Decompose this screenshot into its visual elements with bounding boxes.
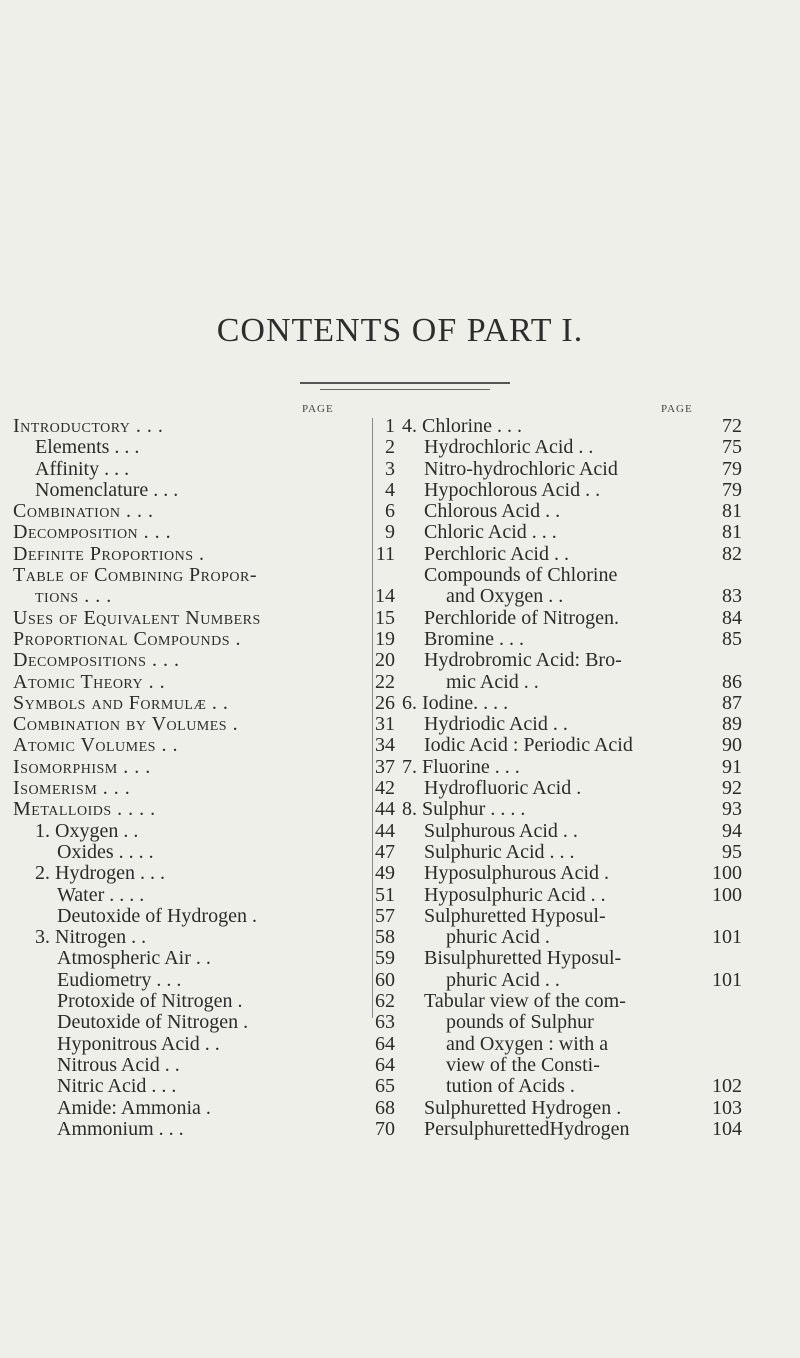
- toc-entry: [13, 885, 395, 906]
- toc-entry: [13, 586, 395, 607]
- toc-entry-page: 84: [722, 606, 742, 629]
- toc-entry-page: 72: [722, 415, 742, 437]
- toc-entry: [402, 544, 742, 565]
- toc-entry-page: 62: [375, 990, 395, 1013]
- toc-entry-page: 3: [385, 457, 395, 480]
- toc-entry-page: 1: [385, 415, 395, 437]
- toc-entry-title: Combination . . .: [13, 501, 154, 523]
- toc-entry: [402, 565, 742, 586]
- toc-entry-title: Deutoxide of Nitrogen .: [57, 1012, 249, 1034]
- toc-entry-page: 90: [722, 734, 742, 757]
- toc-entry-title: Decomposition . . .: [13, 522, 172, 544]
- toc-entry-page: 44: [375, 819, 395, 842]
- left-contents-column: [13, 416, 395, 1140]
- toc-entry-title: Hyponitrous Acid . .: [57, 1033, 220, 1055]
- right-contents-column: [402, 416, 742, 1140]
- toc-entry-page: 47: [375, 840, 395, 863]
- toc-entry: [402, 821, 742, 842]
- toc-entry-title: phuric Acid . .: [446, 969, 560, 991]
- toc-entry-title: Uses of Equivalent Numbers: [13, 607, 261, 629]
- toc-entry-page: 6: [385, 500, 395, 523]
- toc-entry-title: Amide: Ammonia .: [57, 1097, 211, 1119]
- toc-entry-page: 26: [375, 691, 395, 714]
- toc-entry-title: Nomenclature . . .: [35, 479, 179, 501]
- toc-entry-title: Bisulphuretted Hyposul-: [424, 948, 622, 970]
- toc-entry-title: Bromine . . .: [424, 628, 524, 650]
- toc-entry-title: Oxides . . . .: [57, 841, 154, 863]
- toc-entry-title: Combination by Volumes .: [13, 714, 239, 736]
- toc-entry: [13, 437, 395, 458]
- toc-entry-page: 85: [722, 627, 742, 650]
- toc-entry: [13, 1055, 395, 1076]
- toc-entry-title: Metalloids . . . .: [13, 799, 156, 821]
- toc-entry-title: and Oxygen . .: [446, 586, 564, 608]
- toc-entry-title: Tabular view of the com-: [424, 991, 626, 1013]
- toc-entry: [13, 1012, 395, 1033]
- toc-entry-page: 63: [375, 1011, 395, 1034]
- toc-entry: [402, 906, 742, 927]
- toc-entry: [402, 693, 742, 714]
- toc-entry-page: 42: [375, 777, 395, 800]
- toc-entry-page: 9: [385, 521, 395, 544]
- toc-entry: [13, 714, 395, 735]
- toc-entry-page: 37: [375, 755, 395, 778]
- toc-entry: [402, 416, 742, 437]
- toc-entry-page: 44: [375, 798, 395, 821]
- toc-entry-page: 65: [375, 1075, 395, 1098]
- toc-entry-page: 101: [712, 926, 742, 949]
- toc-entry-page: 101: [712, 968, 742, 991]
- toc-entry: [13, 863, 395, 884]
- toc-entry: [402, 480, 742, 501]
- toc-entry: [13, 1119, 395, 1140]
- toc-entry-page: 22: [375, 670, 395, 693]
- toc-entry-page: 64: [375, 1053, 395, 1076]
- toc-entry-title: Ammonium . . .: [57, 1118, 184, 1140]
- toc-entry: [402, 1076, 742, 1097]
- toc-entry: [13, 565, 395, 586]
- title-rule-thin: [320, 389, 490, 390]
- toc-entry: [402, 1119, 742, 1140]
- toc-entry: [13, 693, 395, 714]
- toc-entry: [402, 1012, 742, 1033]
- toc-entry-title: Hydriodic Acid . .: [424, 714, 568, 736]
- toc-entry: [13, 522, 395, 543]
- title-rule-thick: [300, 382, 510, 384]
- toc-entry: [13, 778, 395, 799]
- toc-entry-page: 92: [722, 777, 742, 800]
- toc-entry-page: 31: [375, 713, 395, 736]
- toc-entry-title: Chloric Acid . . .: [424, 522, 557, 544]
- toc-entry-title: 6. Iodine. . . .: [402, 692, 509, 714]
- toc-entry: [402, 1034, 742, 1055]
- toc-entry-title: tution of Acids .: [446, 1076, 575, 1098]
- toc-entry: [402, 714, 742, 735]
- toc-entry-title: Decompositions . . .: [13, 650, 180, 672]
- toc-entry-title: Atomic Theory . .: [13, 671, 166, 693]
- toc-entry-page: 60: [375, 968, 395, 991]
- toc-entry-title: Introductory . . .: [13, 416, 164, 437]
- toc-entry-title: Hydrochloric Acid . .: [424, 437, 594, 459]
- toc-entry-title: Eudiometry . . .: [57, 969, 182, 991]
- toc-entry-title: PersulphurettedHydrogen: [424, 1118, 630, 1140]
- toc-entry: [13, 735, 395, 756]
- toc-entry-title: Atmospheric Air . .: [57, 948, 211, 970]
- toc-entry-page: 82: [722, 542, 742, 565]
- toc-entry-page: 51: [375, 883, 395, 906]
- toc-entry: [13, 991, 395, 1012]
- toc-entry: [402, 885, 742, 906]
- toc-entry: [402, 586, 742, 607]
- toc-entry-title: Affinity . . .: [35, 458, 130, 480]
- toc-entry-page: 59: [375, 947, 395, 970]
- toc-entry: [402, 650, 742, 671]
- toc-entry-page: 95: [722, 840, 742, 863]
- toc-entry-title: Sulphurous Acid . .: [424, 820, 578, 842]
- toc-entry-title: 7. Fluorine . . .: [402, 756, 520, 778]
- toc-entry: [402, 501, 742, 522]
- toc-entry-page: 100: [712, 883, 742, 906]
- toc-entry: [402, 863, 742, 884]
- toc-entry-page: 94: [722, 819, 742, 842]
- toc-entry: [402, 672, 742, 693]
- toc-entry-title: Isomorphism . . .: [13, 756, 151, 778]
- toc-entry-page: 104: [712, 1117, 742, 1140]
- toc-entry-page: 83: [722, 585, 742, 608]
- toc-entry-title: Protoxide of Nitrogen .: [57, 991, 243, 1013]
- toc-entry-page: 79: [722, 478, 742, 501]
- toc-entry-page: 64: [375, 1032, 395, 1055]
- toc-entry: [402, 629, 742, 650]
- toc-entry-page: 86: [722, 670, 742, 693]
- toc-entry: [13, 416, 395, 437]
- toc-entry: [13, 842, 395, 863]
- toc-entry-page: 93: [722, 798, 742, 821]
- toc-entry-title: Proportional Compounds .: [13, 628, 241, 650]
- toc-entry: [402, 1055, 742, 1076]
- toc-entry-title: tions . . .: [35, 586, 112, 608]
- toc-entry: [402, 459, 742, 480]
- toc-entry-title: Perchloride of Nitrogen.: [424, 607, 619, 629]
- toc-entry: [13, 1076, 395, 1097]
- toc-entry-page: 91: [722, 755, 742, 778]
- toc-entry-title: Elements . . .: [35, 437, 140, 459]
- toc-entry-title: Iodic Acid : Periodic Acid: [424, 735, 633, 757]
- toc-entry-page: 89: [722, 713, 742, 736]
- right-page-label: PAGE: [661, 403, 693, 415]
- toc-entry-title: 4. Chlorine . . .: [402, 416, 522, 437]
- toc-entry: [13, 501, 395, 522]
- toc-entry-title: 1. Oxygen . .: [35, 820, 139, 842]
- toc-entry: [13, 927, 395, 948]
- toc-entry: [13, 629, 395, 650]
- toc-entry: [402, 927, 742, 948]
- toc-entry: [402, 970, 742, 991]
- toc-entry-page: 2: [385, 436, 395, 459]
- toc-entry-title: 8. Sulphur . . . .: [402, 799, 526, 821]
- toc-entry-title: Perchloric Acid . .: [424, 543, 569, 565]
- toc-entry-title: Atomic Volumes . .: [13, 735, 178, 757]
- toc-entry-title: Hyposulphuric Acid . .: [424, 884, 606, 906]
- toc-entry: [13, 459, 395, 480]
- toc-entry-title: Sulphuretted Hydrogen .: [424, 1097, 622, 1119]
- toc-entry-page: 11: [375, 542, 395, 565]
- toc-entry-title: Nitro-hydrochloric Acid: [424, 458, 618, 480]
- toc-entry-page: 102: [712, 1075, 742, 1098]
- toc-entry-title: 2. Hydrogen . . .: [35, 863, 165, 885]
- toc-entry: [402, 842, 742, 863]
- toc-entry-title: Hydrofluoric Acid .: [424, 778, 582, 800]
- toc-entry: [13, 948, 395, 969]
- toc-entry-title: Nitric Acid . . .: [57, 1076, 177, 1098]
- toc-entry: [13, 1098, 395, 1119]
- toc-entry: [13, 1034, 395, 1055]
- toc-entry-title: Water . . . .: [57, 884, 145, 906]
- toc-entry: [13, 906, 395, 927]
- page-title: CONTENTS OF PART I.: [216, 312, 584, 349]
- toc-entry: [402, 778, 742, 799]
- toc-entry-page: 100: [712, 862, 742, 885]
- toc-entry-title: pounds of Sulphur: [446, 1012, 594, 1034]
- toc-entry-title: Symbols and Formulæ . .: [13, 692, 229, 714]
- toc-entry-title: Chlorous Acid . .: [424, 501, 561, 523]
- toc-entry: [402, 991, 742, 1012]
- toc-entry-page: 34: [375, 734, 395, 757]
- toc-entry-page: 4: [385, 478, 395, 501]
- toc-entry-title: Nitrous Acid . .: [57, 1054, 180, 1076]
- toc-entry-title: 3. Nitrogen . .: [35, 927, 147, 949]
- toc-entry: [13, 480, 395, 501]
- toc-entry: [402, 948, 742, 969]
- toc-entry-title: mic Acid . .: [446, 671, 539, 693]
- toc-entry-title: Sulphuric Acid . . .: [424, 841, 575, 863]
- toc-entry-page: 103: [712, 1096, 742, 1119]
- toc-entry-page: 20: [375, 649, 395, 672]
- toc-entry: [13, 672, 395, 693]
- toc-entry-page: 79: [722, 457, 742, 480]
- toc-entry-title: and Oxygen : with a: [446, 1033, 609, 1055]
- toc-entry-title: Hypochlorous Acid . .: [424, 479, 601, 501]
- toc-entry: [402, 522, 742, 543]
- toc-entry-page: 58: [375, 926, 395, 949]
- toc-entry: [402, 799, 742, 820]
- toc-entry-page: 70: [375, 1117, 395, 1140]
- toc-entry-page: 19: [375, 627, 395, 650]
- toc-entry-title: phuric Acid .: [446, 927, 550, 949]
- toc-entry: [13, 544, 395, 565]
- toc-entry-page: 81: [722, 500, 742, 523]
- left-page-label: PAGE: [302, 403, 334, 415]
- toc-entry: [402, 757, 742, 778]
- toc-entry-title: Isomerism . . .: [13, 778, 131, 800]
- toc-entry: [402, 437, 742, 458]
- toc-entry: [13, 650, 395, 671]
- toc-entry-page: 57: [375, 904, 395, 927]
- toc-entry-page: 87: [722, 691, 742, 714]
- toc-entry: [13, 799, 395, 820]
- toc-entry-title: Table of Combining Propor-: [13, 565, 258, 587]
- toc-entry-title: Hydrobromic Acid: Bro-: [424, 650, 622, 672]
- toc-entry-title: Compounds of Chlorine: [424, 565, 618, 587]
- toc-entry-title: Definite Proportions .: [13, 543, 205, 565]
- toc-entry-page: 81: [722, 521, 742, 544]
- toc-entry-page: 68: [375, 1096, 395, 1119]
- toc-entry-title: view of the Consti-: [446, 1054, 600, 1076]
- toc-entry-title: Deutoxide of Hydrogen .: [57, 905, 257, 927]
- toc-entry: [402, 735, 742, 756]
- toc-entry: [13, 608, 395, 629]
- toc-entry-page: 75: [722, 436, 742, 459]
- toc-entry: [13, 757, 395, 778]
- toc-entry-page: 14: [375, 585, 395, 608]
- toc-entry-title: Hyposulphurous Acid .: [424, 863, 609, 885]
- toc-entry: [402, 608, 742, 629]
- toc-entry: [13, 970, 395, 991]
- toc-entry-title: Sulphuretted Hyposul-: [424, 905, 606, 927]
- toc-entry: [13, 821, 395, 842]
- toc-entry: [402, 1098, 742, 1119]
- toc-entry-page: 15: [375, 606, 395, 629]
- toc-entry-page: 49: [375, 862, 395, 885]
